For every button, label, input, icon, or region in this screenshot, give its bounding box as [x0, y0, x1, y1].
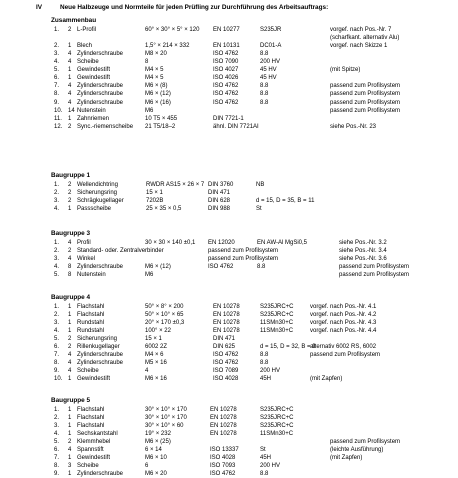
- cell-pos: 6.: [54, 447, 60, 454]
- cell-norm: ISO 4027: [213, 67, 239, 74]
- cell-remark: passend zum Profilsystem: [330, 439, 401, 446]
- cell-dim: 19° × 232: [145, 431, 171, 438]
- parts-row: [0, 454, 458, 462]
- cell-qty: 4: [68, 59, 72, 66]
- cell-name: Gewindestift: [77, 75, 111, 82]
- parts-row: [0, 239, 458, 247]
- parts-row: [0, 327, 458, 335]
- cell-remark: passend zum Profilsystem: [330, 99, 401, 106]
- parts-row: [0, 335, 458, 343]
- cell-dim: 10 T5 × 455: [145, 115, 178, 122]
- cell-remark: vorgef. nach Pos.-Nr. 4.4: [310, 328, 377, 335]
- parts-row: [0, 375, 458, 383]
- cell-pos: 3.: [54, 51, 60, 58]
- cell-mat: 200 HV: [260, 59, 281, 66]
- cell-pos: 1.: [54, 27, 60, 33]
- cell-name: Klemmhebel: [77, 439, 111, 446]
- cell-norm: ISO 7093: [210, 463, 236, 470]
- cell-mat: 11SMn30+C: [260, 320, 294, 327]
- cell-qty: 2: [68, 336, 72, 343]
- cell-mat: NB: [256, 182, 265, 188]
- cell-mat: S235JRC+C: [260, 312, 294, 319]
- cell-mat: d = 15, D = 32, B = 9: [260, 344, 316, 351]
- cell-name: L-Profil: [77, 27, 97, 33]
- cell-dim: 30° × 10° × 60: [145, 423, 184, 430]
- cell-remark: (mit Zapfen): [330, 455, 363, 462]
- cell-pos: 7.: [54, 352, 60, 359]
- cell-name: Rillenkugellager: [77, 344, 120, 351]
- cell-pos: 2.: [54, 312, 60, 319]
- cell-pos: 5.: [54, 272, 60, 279]
- cell-pos: 4.: [54, 328, 60, 335]
- cell-remark: passend zum Profilsystem: [339, 264, 410, 271]
- cell-pos: 2.: [54, 415, 60, 422]
- cell-name: Spannstift: [77, 447, 104, 454]
- cell-mat: St: [260, 447, 266, 454]
- cell-name: Scheibe: [77, 59, 99, 66]
- cell-qty: 4: [68, 99, 72, 106]
- cell-name: Zylinderschraube: [77, 471, 124, 478]
- cell-pos: 3.: [54, 423, 60, 430]
- cell-norm: ISO 7089: [213, 368, 239, 375]
- cell-norm: ISO 4028: [213, 376, 239, 383]
- parts-row: [0, 422, 458, 430]
- cell-qty: 2: [68, 344, 72, 351]
- cell-name: Zylinderschraube: [77, 83, 124, 90]
- parts-row: [0, 446, 458, 454]
- cell-norm: ISO 4762: [213, 83, 239, 90]
- cell-name: Wellendichtring: [77, 182, 118, 188]
- cell-norm: ISO 4762: [213, 352, 239, 359]
- cell-qty: 3: [68, 463, 72, 470]
- cell-norm: DIN 471: [208, 190, 231, 197]
- cell-pos: 1.: [54, 407, 60, 413]
- cell-mat: 8.8: [260, 360, 269, 367]
- cell-mat: 11SMn30+C: [260, 328, 294, 335]
- cell-name: Flachstahl: [77, 407, 105, 413]
- cell-remark: siehe Pos.-Nr. 3.4: [339, 248, 387, 255]
- cell-qty: 2: [68, 190, 72, 197]
- cell-norm: EN 10131: [213, 43, 240, 50]
- cell-pos: 1.: [54, 304, 60, 310]
- section-title-zus: Zusammenbau: [51, 17, 97, 24]
- cell-mat: 8.8: [260, 99, 269, 106]
- cell-dim: 50° × 10° × 65: [145, 312, 184, 319]
- cell-pos: 4.: [54, 431, 60, 438]
- cell-pos: 1.: [54, 240, 60, 246]
- cell-pos: 8.: [54, 463, 60, 470]
- cell-name: Standard- oder. Zentralverbinder: [77, 248, 164, 255]
- cell-norm: EN 12020: [208, 240, 235, 246]
- cell-name: Sync.-riemenscheibe: [77, 123, 134, 130]
- cell-pos: 3.: [54, 320, 60, 327]
- cell-dim: M4 × 5: [145, 67, 164, 74]
- cell-pos: 7.: [54, 455, 60, 462]
- cell-pos: 9.: [54, 368, 60, 375]
- cell-qty: 1: [68, 320, 72, 327]
- cell-norm: ISO 13337: [210, 447, 239, 454]
- cell-dim: M6 × 16: [145, 376, 167, 383]
- cell-name: Zylinderschraube: [77, 352, 124, 359]
- cell-qty: 14: [68, 107, 75, 114]
- cell-norm: ISO 4026: [213, 75, 239, 82]
- cell-pos: 3.: [54, 256, 60, 263]
- parts-row: [0, 462, 458, 470]
- cell-norm: ISO 4762: [208, 264, 234, 271]
- cell-norm: ISO 7090: [213, 59, 239, 66]
- cell-mat: EN AW-Al MgSi0,5: [257, 240, 308, 246]
- parts-row: [0, 58, 458, 66]
- cell-name: Rundstahl: [77, 320, 105, 327]
- cell-name: Blech: [77, 43, 93, 50]
- cell-name: Sicherungsring: [77, 336, 118, 343]
- cell-remark: vorgef. nach Pos.-Nr. 7: [330, 27, 392, 33]
- cell-dim: M6: [145, 107, 154, 114]
- section-title-bg1: Baugruppe 1: [51, 172, 91, 179]
- cell-pos: 5.: [54, 439, 60, 446]
- cell-norm: ISO 4762: [213, 360, 239, 367]
- parts-row: [0, 66, 458, 74]
- cell-name: Flachstahl: [77, 304, 105, 310]
- cell-qty: 4: [68, 447, 72, 454]
- cell-remark: siehe Pos.-Nr. 23: [330, 123, 377, 130]
- cell-name: Zylinderschraube: [77, 264, 124, 271]
- cell-pos: 10.: [54, 107, 63, 114]
- cell-pos: 8.: [54, 91, 60, 98]
- cell-qty: 1: [68, 115, 72, 122]
- cell-dim: 4: [145, 368, 149, 375]
- section-heading: Neue Halbzeuge und Normteile für jeden Prüfling zur Durchführung des Arbeitsauftrags:: [60, 4, 329, 11]
- parts-row: [0, 115, 458, 123]
- cell-dim: M4 × 6: [145, 352, 164, 359]
- cell-norm: EN 10278: [213, 328, 240, 335]
- cell-pos: 4.: [54, 206, 60, 213]
- cell-dim: M5 × 16: [145, 360, 167, 367]
- cell-qty: 8: [68, 264, 72, 271]
- cell-mat: 45H: [260, 455, 272, 462]
- cell-name: Passscheibe: [77, 206, 112, 213]
- cell-qty: 1: [68, 455, 72, 462]
- cell-pos: 12.: [54, 123, 63, 130]
- cell-pos: 9.: [54, 471, 60, 478]
- parts-row: [0, 181, 458, 189]
- parts-row: [0, 430, 458, 438]
- cell-norm: DIN 3760: [208, 182, 234, 188]
- cell-mat: 11SMn30+C: [260, 431, 294, 438]
- cell-dim: RWDR AS15 × 26 × 7: [146, 182, 205, 188]
- cell-name: Flachstahl: [77, 312, 105, 319]
- cell-qty: 4: [68, 256, 72, 263]
- cell-norm: EN 10278: [210, 407, 237, 413]
- cell-remark: passend zum Profilsystem: [330, 83, 401, 90]
- cell-remark: passend zum Profilsystem: [339, 272, 410, 279]
- parts-row: [0, 406, 458, 414]
- cell-qty: 4: [68, 83, 72, 90]
- cell-norm: ISO 4762: [213, 51, 239, 58]
- parts-row: [0, 359, 458, 367]
- cell-dim: 1,5° × 214 × 332: [145, 43, 190, 50]
- cell-name: Gewindestift: [77, 67, 111, 74]
- cell-mat: 45 HV: [260, 75, 277, 82]
- cell-dim: M6 × (12): [145, 264, 171, 271]
- cell-qty: 1: [68, 415, 72, 422]
- cell-pos: 1.: [54, 182, 60, 188]
- cell-norm: DIN 988: [208, 206, 231, 213]
- cell-dim: 30 × 30 × 140 ±0,1: [145, 240, 196, 246]
- parts-row: [0, 303, 458, 311]
- cell-norm: DIN 628: [208, 198, 231, 205]
- cell-qty: 1: [68, 407, 72, 413]
- cell-norm: EN 10278: [210, 431, 237, 438]
- cell-qty: 2: [68, 439, 72, 446]
- cell-qty: 2: [68, 248, 72, 255]
- parts-row: [0, 351, 458, 359]
- section-number: IV: [36, 4, 43, 11]
- cell-remark: alternativ 6002 RS, 6002: [310, 344, 377, 351]
- cell-mat: d = 15, D = 35, B = 11: [256, 198, 315, 205]
- parts-row: [0, 34, 458, 42]
- cell-dim: 100° × 22: [145, 328, 171, 335]
- parts-row: [0, 107, 458, 115]
- cell-norm: ISO 4762: [213, 99, 239, 106]
- cell-dim: 6: [145, 463, 149, 470]
- parts-row: [0, 205, 458, 213]
- cell-pos: 7.: [54, 83, 60, 90]
- cell-qty: 1: [68, 431, 72, 438]
- cell-remark: (mit Spitze): [330, 67, 361, 74]
- cell-dim: 6002 2Z: [145, 344, 168, 351]
- cell-pos: 4.: [54, 264, 60, 271]
- cell-name: Winkel: [77, 256, 96, 263]
- cell-remark: (mit Zapfen): [310, 376, 343, 383]
- cell-name: Zylinderschraube: [77, 99, 124, 106]
- cell-norm: ISO 4762: [210, 471, 236, 478]
- parts-row: [0, 189, 458, 197]
- cell-remark: (scharfkant. alternativ Alu): [330, 35, 400, 41]
- cell-dim: 30° × 10° × 170: [145, 407, 187, 413]
- section-title-bg4: Baugruppe 4: [51, 294, 91, 301]
- cell-name: Zahnriemen: [77, 115, 110, 122]
- cell-dim: 60° × 30° × 5° × 120: [145, 27, 200, 33]
- cell-pos: 2.: [54, 43, 60, 50]
- cell-dim: M8 × 20: [145, 51, 167, 58]
- cell-remark: passend zum Profilsystem: [330, 107, 401, 114]
- cell-qty: 4: [68, 51, 72, 58]
- cell-qty: 1: [68, 304, 72, 310]
- cell-norm: DIN 471: [213, 336, 236, 343]
- cell-qty: 4: [68, 91, 72, 98]
- cell-norm: ähnl. DIN 7721AI: [213, 123, 259, 130]
- cell-qty: 1: [68, 471, 72, 478]
- section-title-bg5: Baugruppe 5: [51, 397, 91, 404]
- cell-pos: 2.: [54, 190, 60, 197]
- cell-norm: ISO 4762: [213, 91, 239, 98]
- cell-dim: 21 T5/18–2: [145, 123, 176, 130]
- cell-name: Zylinderschraube: [77, 51, 124, 58]
- cell-dim: M6 × (8): [145, 83, 168, 90]
- cell-norm: DIN 7721-1: [213, 115, 244, 122]
- parts-row: [0, 271, 458, 279]
- cell-remark: siehe Pos.-Nr. 3.6: [339, 256, 387, 263]
- cell-pos: 6.: [54, 344, 60, 351]
- cell-norm: EN 10278: [213, 312, 240, 319]
- cell-mat: S235JR: [260, 27, 282, 33]
- cell-norm: EN 10278: [213, 304, 240, 310]
- cell-name: Gewindestift: [77, 376, 111, 383]
- cell-remark: passend zum Profilsystem: [330, 91, 401, 98]
- parts-row: [0, 26, 458, 34]
- cell-mat: St: [256, 206, 262, 213]
- cell-norm: DIN 625: [213, 344, 236, 351]
- cell-pos: 9.: [54, 99, 60, 106]
- parts-row: [0, 470, 458, 478]
- cell-norm: EN 10277: [213, 27, 240, 33]
- cell-qty: 2: [68, 182, 72, 188]
- cell-mat: 45H: [260, 376, 272, 383]
- cell-norm: ISO 4028: [210, 455, 236, 462]
- cell-name: Schrägkugellager: [77, 198, 124, 205]
- cell-dim: 30° × 10° × 170: [145, 415, 187, 422]
- parts-row: [0, 311, 458, 319]
- cell-name: Rundstahl: [77, 328, 105, 335]
- cell-qty: 1: [68, 328, 72, 335]
- parts-row: [0, 82, 458, 90]
- cell-qty: 4: [68, 360, 72, 367]
- cell-qty: 1: [68, 75, 72, 82]
- cell-name: Profil: [77, 240, 91, 246]
- parts-row: [0, 263, 458, 271]
- cell-dim: M6 × (16): [145, 99, 171, 106]
- cell-qty: 2: [68, 123, 72, 130]
- cell-norm: passend zum Profilsystem: [208, 256, 279, 263]
- cell-dim: 7202B: [146, 198, 164, 205]
- cell-mat: S235JRC+C: [260, 407, 294, 413]
- cell-dim: 8: [145, 59, 149, 66]
- cell-remark: passend zum Profilsystem: [310, 352, 381, 359]
- cell-remark: vorgef. nach Pos.-Nr. 4.1: [310, 304, 377, 310]
- parts-row: [0, 414, 458, 422]
- cell-dim: 25 × 35 × 0,5: [146, 206, 182, 213]
- cell-remark: siehe Pos.-Nr. 3.2: [339, 240, 387, 246]
- cell-pos: 6.: [54, 75, 60, 82]
- cell-mat: S235JRC+C: [260, 415, 294, 422]
- cell-dim: M6 × 10: [145, 455, 167, 462]
- cell-dim: M6 × (12): [145, 91, 171, 98]
- cell-norm: EN 10278: [210, 415, 237, 422]
- cell-name: Flachstahl: [77, 423, 105, 430]
- cell-pos: 3.: [54, 198, 60, 205]
- cell-mat: 200 HV: [260, 463, 281, 470]
- parts-row: [0, 50, 458, 58]
- cell-mat: S235JRC+C: [260, 304, 294, 310]
- cell-pos: 5.: [54, 336, 60, 343]
- cell-mat: DC01-A: [260, 43, 282, 50]
- parts-row: [0, 438, 458, 446]
- cell-qty: 1: [68, 67, 72, 74]
- cell-qty: 1: [68, 376, 72, 383]
- cell-qty: 8: [68, 272, 72, 279]
- cell-name: Nutenstein: [77, 107, 106, 114]
- cell-mat: 45 HV: [260, 67, 277, 74]
- cell-mat: 8.8: [260, 83, 269, 90]
- cell-pos: 11.: [54, 115, 62, 122]
- parts-row: [0, 319, 458, 327]
- parts-row: [0, 367, 458, 375]
- cell-norm: passend zum Profilsystem: [208, 248, 279, 255]
- cell-dim: M6 × (25): [145, 439, 171, 446]
- cell-mat: 8.8: [260, 352, 269, 359]
- cell-remark: vorgef. nach Pos.-Nr. 4.2: [310, 312, 377, 319]
- cell-qty: 2: [68, 198, 72, 205]
- cell-mat: S235JRC+C: [260, 423, 294, 430]
- section-title-bg3: Baugruppe 3: [51, 230, 91, 237]
- cell-dim: 6 × 14: [145, 447, 162, 454]
- cell-name: Zylinderschraube: [77, 91, 124, 98]
- cell-qty: 1: [68, 206, 72, 213]
- cell-dim: M6 × 20: [145, 471, 167, 478]
- cell-name: Sicherungsring: [77, 190, 118, 197]
- cell-dim: 50° × 8° × 200: [145, 304, 184, 310]
- parts-row: [0, 247, 458, 255]
- cell-dim: 20° × 170 ±0,3: [145, 320, 185, 327]
- cell-qty: 1: [68, 423, 72, 430]
- cell-mat: 8.8: [260, 51, 269, 58]
- parts-row: [0, 74, 458, 82]
- cell-dim: M6: [145, 272, 154, 279]
- cell-name: Scheibe: [77, 368, 99, 375]
- cell-qty: 4: [68, 352, 72, 359]
- parts-row: [0, 99, 458, 107]
- parts-row: [0, 343, 458, 351]
- parts-row: [0, 123, 458, 131]
- cell-pos: 8.: [54, 360, 60, 367]
- cell-remark: vorgef. nach Skizze 1: [330, 43, 388, 50]
- cell-mat: 8.8: [260, 471, 269, 478]
- cell-qty: 1: [68, 43, 72, 50]
- cell-name: Flachstahl: [77, 415, 105, 422]
- cell-name: Scheibe: [77, 463, 99, 470]
- parts-row: [0, 90, 458, 98]
- cell-name: Sechskantstahl: [77, 431, 118, 438]
- parts-row: [0, 197, 458, 205]
- parts-row: [0, 255, 458, 263]
- cell-name: Zylinderschraube: [77, 360, 124, 367]
- parts-row: [0, 42, 458, 50]
- cell-pos: 10.: [54, 376, 63, 383]
- cell-dim: 15 × 1: [146, 190, 163, 197]
- cell-qty: 1: [68, 312, 72, 319]
- cell-dim: 15 × 1: [145, 336, 162, 343]
- cell-norm: EN 10278: [213, 320, 240, 327]
- cell-qty: 4: [68, 368, 72, 375]
- cell-name: Gewindestift: [77, 455, 111, 462]
- cell-mat: 200 HV: [260, 368, 281, 375]
- cell-pos: 4.: [54, 59, 60, 66]
- cell-mat: 8.8: [257, 264, 266, 271]
- cell-remark: vorgef. nach Pos.-Nr. 4.3: [310, 320, 377, 327]
- cell-qty: 2: [68, 27, 72, 33]
- cell-qty: 4: [68, 240, 72, 246]
- cell-pos: 5.: [54, 67, 60, 74]
- cell-remark: (leichte Ausführung): [330, 447, 384, 454]
- cell-pos: 2.: [54, 248, 60, 255]
- cell-norm: EN 10278: [210, 423, 237, 430]
- cell-name: Nutenstein: [77, 272, 106, 279]
- cell-dim: M4 × 5: [145, 75, 164, 82]
- cell-mat: 8.8: [260, 91, 269, 98]
